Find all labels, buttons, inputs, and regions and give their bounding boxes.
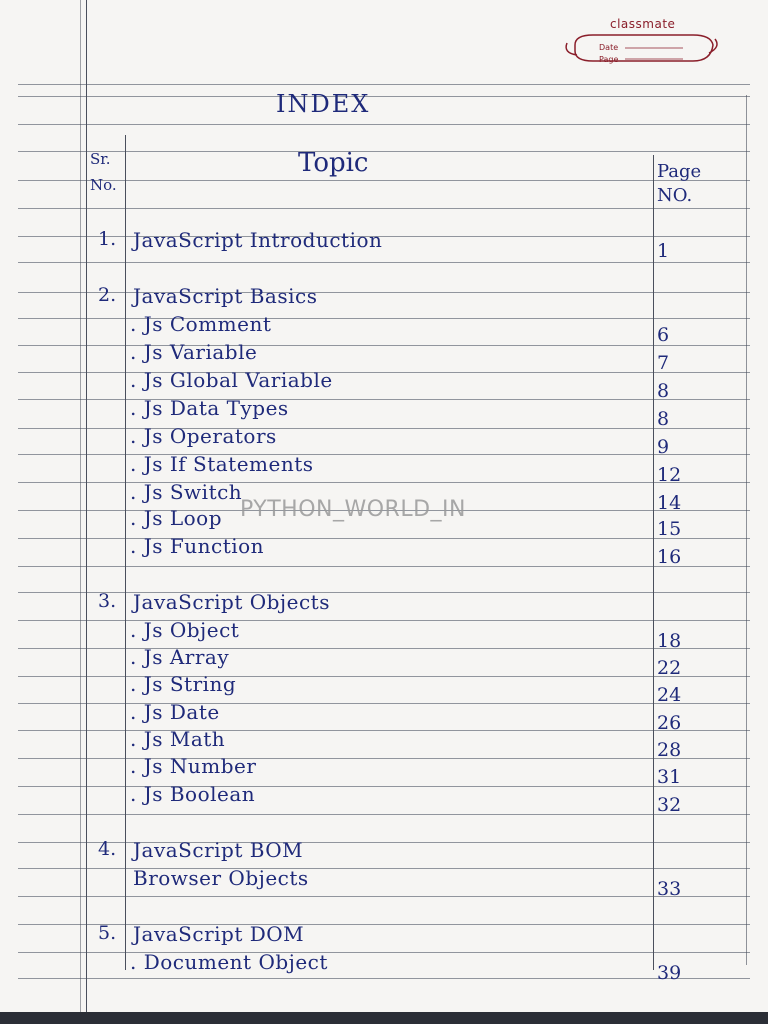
rule-line [18,208,750,209]
row-page-number: 16 [657,546,682,568]
rule-line [18,96,750,97]
row-page-number: 15 [657,518,682,540]
rule-line [18,124,750,125]
watermark: PYTHON_WORLD_IN [240,497,466,522]
row-page-number: 1 [657,240,670,262]
row-sr-number: 4. [98,838,117,860]
rule-line [18,399,750,400]
row-topic: . Js Global Variable [130,368,333,392]
row-page-number: 24 [657,684,682,706]
row-page-number: 22 [657,657,682,679]
page-column-divider [653,155,654,970]
row-page-number: 31 [657,766,682,788]
rule-line [18,372,750,373]
row-topic: . Js Data Types [130,396,289,420]
row-topic: . Js Comment [130,312,272,336]
row-topic: . Js Function [130,534,265,558]
row-page-number: 8 [657,408,670,430]
rule-line [18,786,750,787]
sr-column-divider [125,135,126,970]
header-sr-no: Sr. No. [90,150,117,194]
right-border-line [746,95,747,965]
rule-line [18,730,750,731]
rule-line [18,236,750,237]
row-page-number: 26 [657,712,682,734]
rule-line [18,978,750,979]
row-page-number: 9 [657,436,670,458]
row-page-number: 6 [657,324,670,346]
rule-line [18,318,750,319]
row-topic: . Document Object [130,950,328,974]
rule-line [18,952,750,953]
row-topic: . Js String [130,672,237,696]
row-topic: . Js Array [130,645,230,669]
left-margin-line-2 [80,0,81,1012]
rule-line [18,814,750,815]
page-title: INDEX [276,90,371,118]
rule-line [18,676,750,677]
rule-line [18,566,750,567]
row-page-number: 18 [657,630,682,652]
row-page-number: 12 [657,464,682,486]
rule-line [18,180,750,181]
rule-line [18,345,750,346]
row-sr-number: 1. [98,228,117,250]
row-topic: JavaScript Objects [133,590,330,614]
rule-line [18,84,750,85]
row-topic: JavaScript DOM [133,922,305,946]
rule-line [18,454,750,455]
row-page-number: 7 [657,352,670,374]
rule-line [18,868,750,869]
row-topic: JavaScript Basics [133,284,318,308]
row-topic: . Js Math [130,727,226,751]
row-topic: . Js Variable [130,340,258,364]
row-topic: . Js Loop [130,506,223,530]
row-page-number: 33 [657,878,682,900]
rule-line [18,592,750,593]
rule-line [18,428,750,429]
rule-line [18,262,750,263]
row-topic: Browser Objects [133,866,309,890]
rule-line [18,538,750,539]
rule-line [18,292,750,293]
left-margin-line [86,0,87,1012]
row-topic: . Js Switch [130,480,243,504]
rule-line [18,703,750,704]
rule-line [18,924,750,925]
row-page-number: 14 [657,492,682,514]
logo-page-label: Page [599,55,619,64]
row-sr-number: 2. [98,284,117,306]
row-sr-number: 3. [98,590,117,612]
row-page-number: 28 [657,739,682,761]
row-sr-number: 5. [98,922,117,944]
rule-line [18,648,750,649]
row-topic: . Js Object [130,618,240,642]
classmate-logo [563,17,718,77]
row-topic: . Js Boolean [130,782,256,806]
rule-line [18,620,750,621]
row-page-number: 32 [657,794,682,816]
row-topic: JavaScript Introduction [133,228,383,252]
row-topic: . Js Date [130,700,220,724]
rule-line [18,482,750,483]
row-topic: . Js Number [130,754,257,778]
row-page-number: 8 [657,380,670,402]
row-page-number: 39 [657,962,682,984]
row-topic: . Js Operators [130,424,277,448]
rule-line [18,896,750,897]
rule-line [18,758,750,759]
logo-brand-text: classmate [610,17,676,31]
rule-line [18,842,750,843]
header-topic: Topic [298,148,369,178]
logo-date-label: Date [599,43,619,52]
rule-line [18,151,750,152]
row-topic: JavaScript BOM [133,838,304,862]
header-page-no: Page NO. [657,161,702,206]
page-bottom-edge [0,1012,768,1024]
row-topic: . Js If Statements [130,452,314,476]
